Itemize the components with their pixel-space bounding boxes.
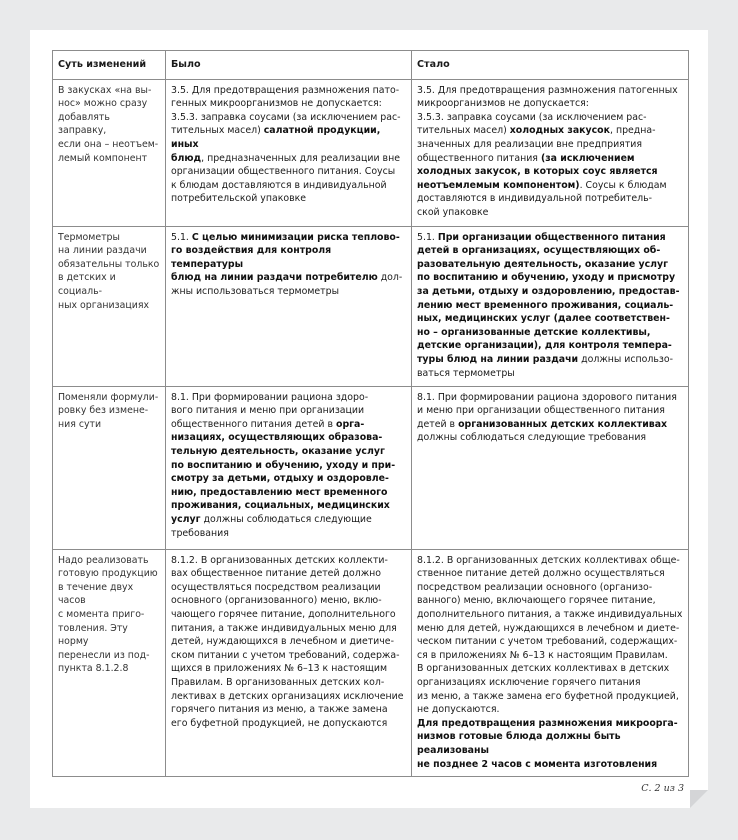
highlighted-text: салатной продукции, иных блюд [171,125,381,164]
column-header-was: Было [166,51,412,80]
new-text-cell [412,226,689,386]
page-number: С. 2 из 3 [641,783,684,794]
regular-text: 5.1. [171,231,192,243]
changes-table [52,50,689,777]
table-header-row [53,51,689,80]
regular-text: должны соблюдаться следующие требования [171,513,372,539]
regular-text: должны соблюдаться следующие требования [417,432,647,444]
regular-text: 8.1.2. В организованных детских коллекти- вах общественное питание детей должно осуществляться посредством реализации основного (организованного) меню, вклю- чающего горячее питание, дополнительного питания, а также индивидуальных меню для детей, нуждающихся в лечебном и диетиче- ском питании с учетом требований, содержа- щихся в приложениях № 6–13 к настоящим Правилам. В организованных детских кол- лективах в детских организациях исключение горячего питания из меню, а также замена его буфетной продукцией, не допускаются [171,554,404,729]
page-corner-fold [690,790,708,808]
new-text-cell [412,79,689,226]
table-row [53,549,689,777]
old-text-cell [166,79,412,226]
column-header-summary: Суть изменений [53,51,166,80]
highlighted-text: организованных детских коллективах [458,418,668,430]
new-text-cell [412,386,689,549]
regular-text: 8.1.2. В организованных детских коллективах обще- ственное питание детей должно осуществляться посредством реализации основного (организо- ванного) меню, включающего горячее питание, дополнительного питания, а также индивидуальных меню для детей, нуждающихся в лечебном и диете- ческом питании с учетом требований, содержащих- ся в приложениях № 6–13 к настоящим Правилам. В организованных детских коллективах в детских организациях исключение горячего питания из меню, а также замена его буфетной продукцией, не допускаются. [417,554,683,716]
change-summary-cell: Надо реализовать готовую продукцию в течение двух часов с момента приго- товления. Эту норму перенесли из под- пункта 8.1.2.8 [53,549,166,777]
change-summary-cell: В закусках «на вы- нос» можно сразу добавлять заправку, если она – неотъем- лемый компонент [53,79,166,226]
column-header-now: Стало [412,51,689,80]
table-row [53,386,689,549]
regular-text: , предназначенных для реализации вне организации общественного питания. Соусы к блюдам доставляются в индивидуальной потребительской упаковке [171,152,400,205]
regular-text: 5.1. [417,231,438,243]
regular-text: 3.5. Для предотвращения размножения пато- генных микроорганизмов не допускается: 3.5.3. заправка соусами (за исключением рас- тительных масел) [171,84,401,137]
table-row [53,226,689,386]
highlighted-text: Для предотвращения размножения микроорга- низмов готовые блюда должны быть реализованы не позднее 2 часов с момента изготовления [417,717,678,770]
new-text-cell [412,549,689,777]
regular-text: 3.5. Для предотвращения размножения патогенных микроорганизмов не допускается: 3.5.3. заправка соусами (за исключением рас- тительных масел) [417,84,678,137]
change-summary-cell: Поменяли формули- ровку без измене- ния сути [53,386,166,549]
highlighted-text: холодных закусок [509,125,610,137]
table-row [53,79,689,226]
old-text-cell [166,549,412,777]
old-text-cell [166,226,412,386]
regular-text: 8.1. При формировании рациона здорового питания и меню при организации общественного питания детей в [417,391,677,430]
highlighted-text: При организации общественного питания детей в организациях, осуществляющих об- разовательную деятельность, оказание услуг по воспитанию и обучению, уходу и присмотру за детьми, отдыху и оздоровлению, предостав- лению мест временного проживания, социаль- ных, медицинских услуг (далее соответствен- но – организованные детские коллективы, детские организации), для контроля темпера- туры блюд на линии раздачи [417,231,680,365]
highlighted-text: (за исключением холодных закусок, в которых соус является неотъемлемым компонентом) [417,152,658,191]
regular-text: должны использо- ваться термометры [417,353,674,379]
regular-text: дол- жны использоваться термометры [171,272,403,297]
old-text-cell [166,386,412,549]
document-page [30,30,708,808]
highlighted-text: орга- низациях, осуществляющих образова- тельную деятельность, оказание услуг по воспитанию и обучению, уходу и при- смотру за детьми, отдыху и оздоровле- нию, предоставлению мест временного проживания, социальных, медицинских услуг [171,418,396,525]
regular-text: 8.1. При формировании рациона здоро- вого питания и меню при организации общественного питания детей в [171,391,369,430]
change-summary-cell: Термометры на линии раздачи обязательны только в детских и социаль- ных организациях [53,226,166,386]
regular-text: . Соусы к блюдам доставляются в индивидуальной потребитель- ской упаковке [417,179,667,218]
highlighted-text: С целью минимизации риска теплово- го воздействия для контроля температуры блюд на линии раздачи потребителю [171,231,400,284]
regular-text: , предна- значенных для реализации вне предприятия общественного питания [417,125,656,164]
